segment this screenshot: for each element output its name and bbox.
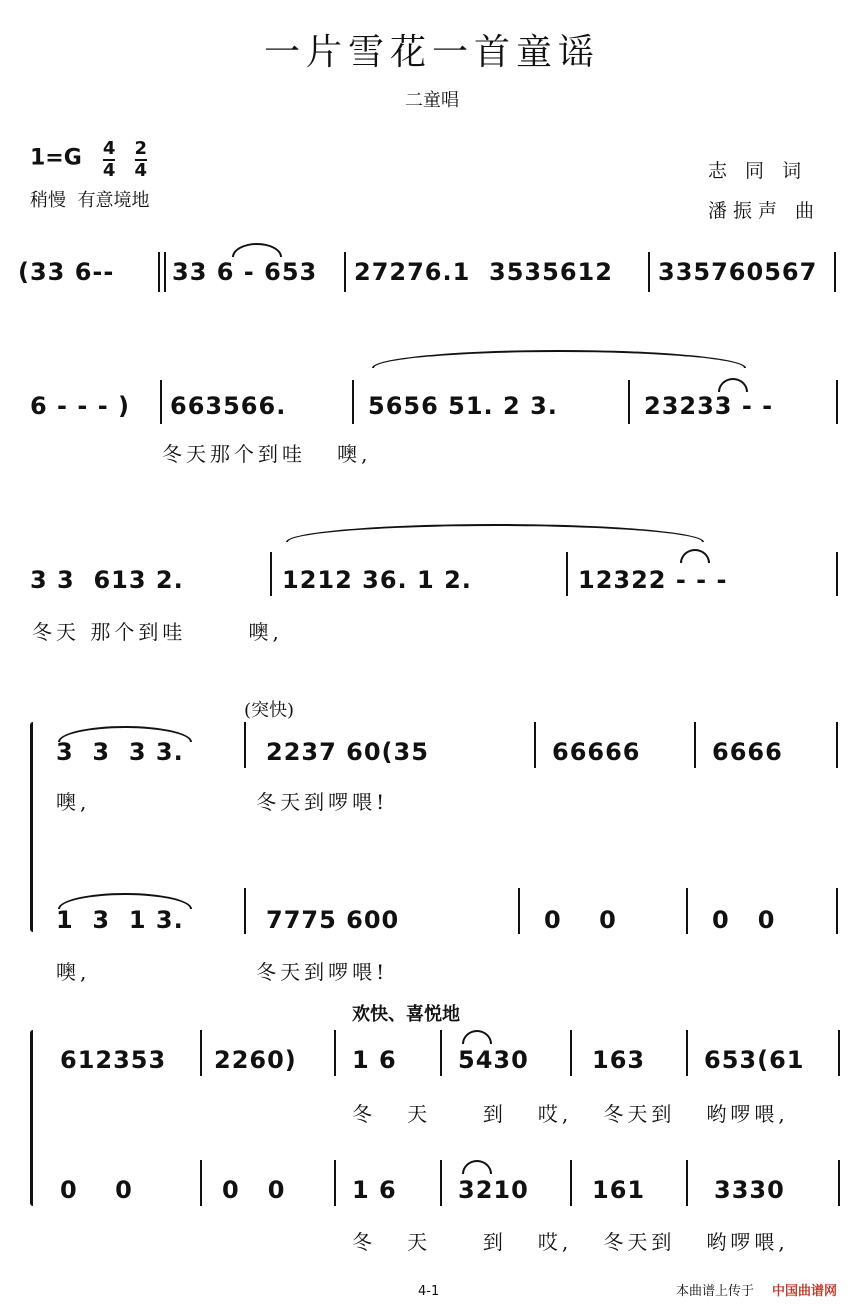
measure-9: 3 3 613 2.: [30, 566, 184, 594]
voice2-measure-6: 0 0: [222, 1176, 286, 1204]
lyrics-row-5-voice1: 冬 天 到 哎, 冬天到 哟啰喂,: [352, 1102, 789, 1126]
measure-11: 12322 - - -: [578, 566, 728, 594]
upload-note: 本曲谱上传于: [676, 1284, 755, 1299]
time2-num: 2: [134, 138, 148, 159]
tempo-change-marking: (突快): [244, 700, 295, 721]
site-logo: 中国曲谱网: [772, 1284, 838, 1299]
voice1-measure-3: 66666: [552, 738, 641, 766]
measure-4: 335760567: [658, 258, 818, 286]
time-signature-1: [103, 140, 116, 180]
tempo-marking: 稍慢 有意境地: [30, 190, 150, 211]
voice2-measure-9: 161: [592, 1176, 646, 1204]
voice1-measure-10: 653(61: [704, 1046, 805, 1074]
voice2-measure-2: 7775 600: [266, 906, 400, 934]
voice1-measure-6: 2260): [214, 1046, 297, 1074]
measure-8: 23233 - -: [644, 392, 774, 420]
key-label: 1=G: [30, 145, 82, 171]
lyrics-row-2: 冬天那个到哇 噢,: [162, 442, 372, 466]
page-number: 4-1: [418, 1284, 440, 1299]
voice1-measure-9: 163: [592, 1046, 646, 1074]
voice2-measure-4: 0 0: [712, 906, 776, 934]
time2-den: 4: [134, 160, 148, 181]
lyrics-row-5-voice2: 冬 天 到 哎, 冬天到 哟啰喂,: [352, 1230, 789, 1254]
key-signature: [30, 140, 147, 180]
lyrics-row-4-voice1: 噢, 冬天到啰喂!: [56, 790, 389, 814]
measure-2: 33 6 - 653: [172, 258, 318, 286]
measure-5: 6 - - - ): [30, 392, 130, 420]
time-signature-2: [135, 140, 148, 180]
voice1-measure-1: 3 3 3 3.: [56, 738, 184, 766]
voice1-measure-5: 612353: [60, 1046, 167, 1074]
voice1-measure-7: 1 6: [352, 1046, 397, 1074]
time1-num: 4: [102, 138, 116, 159]
mood-marking: 欢快、喜悦地: [352, 1004, 460, 1025]
voice1-measure-4: 6666: [712, 738, 783, 766]
lyrics-row-3: 冬天 那个到哇 噢,: [32, 620, 283, 644]
page-title: 一片雪花一首童谣: [263, 32, 600, 73]
composer-credit: 潘振声 曲: [708, 200, 821, 222]
voice1-measure-8: 5430: [458, 1046, 529, 1074]
voice2-measure-1: 1 3 1 3.: [56, 906, 184, 934]
voice2-measure-5: 0 0: [60, 1176, 133, 1204]
voice1-measure-2: 2237 60(35: [266, 738, 429, 766]
voice2-measure-7: 1 6: [352, 1176, 397, 1204]
lyricist-credit: 志 同 词: [708, 160, 808, 182]
subtitle: 二童唱: [405, 90, 459, 111]
voice2-measure-3: 0 0: [544, 906, 617, 934]
measure-1: (33 6--: [18, 258, 115, 286]
measure-10: 1212 36. 1 2.: [282, 566, 472, 594]
lyrics-row-4-voice2: 噢, 冬天到啰喂!: [56, 960, 389, 984]
voice2-measure-10: 3330: [714, 1176, 785, 1204]
measure-7: 5656 51. 2 3.: [368, 392, 558, 420]
measure-3: 27276.1 3535612: [354, 258, 613, 286]
voice2-measure-8: 3210: [458, 1176, 529, 1204]
measure-6: 663566.: [170, 392, 287, 420]
time1-den: 4: [102, 160, 116, 181]
